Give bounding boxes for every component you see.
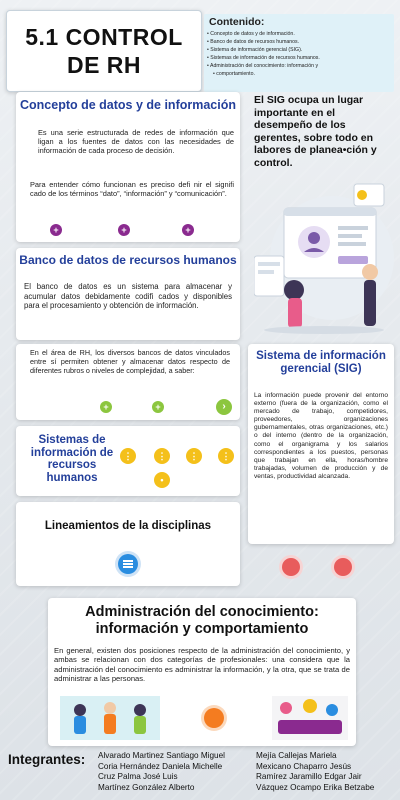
more-dots-icon[interactable]: ⋮ — [154, 448, 170, 464]
member-name: Alvarado Martinez Santiago Miguel — [98, 751, 225, 760]
member-name: Martínez González Alberto — [98, 782, 195, 792]
plus-icon[interactable]: + — [182, 224, 194, 236]
orange-action-button[interactable] — [204, 708, 224, 728]
page-title-line1: 5.1 CONTROL — [25, 24, 183, 50]
member-name: Vázquez Ocampo Erika Betzabe — [256, 782, 375, 792]
area-paragraph: En el área de RH, los diversos bancos de datos vinculados entre sí permiten obtener y almacenar datos respecto de diferentes rubros o niveles de complejidad, a saber: — [30, 348, 230, 375]
chevron-right-icon[interactable]: › — [216, 399, 232, 415]
concepto-title: Concepto de datos y de información — [20, 98, 236, 112]
member-name: Coria Hernández Daniela Michelle — [98, 761, 223, 771]
concepto-paragraph-1: Es una serie estructurada de redes de información que ligan a los fuentes de datos con las necesidades de información de cada proceso de decisión. — [38, 128, 234, 156]
integrantes-label: Integrantes: — [8, 752, 86, 767]
sig-paragraph: La información puede provenir del entorno externo (fuera de la organización, como el mercado de trabajo, competidores, proveedores, organizaciones gubernamentales, otras organizaciones, etc.) o del interno (dentro de la organización, como el organigrama y los salarios correspondientes a los puestos, personas que trabajan en ella, horas/hombre trabajadas, volumen de producción y de ventas, productividad alcanzada. — [254, 392, 388, 480]
contents-item: • Administración del conocimiento: información y — [207, 62, 394, 70]
more-dots-icon[interactable]: • — [154, 472, 170, 488]
more-dots-icon[interactable]: ⋮ — [218, 448, 234, 464]
red-circle-button[interactable] — [334, 558, 352, 576]
banco-card — [16, 248, 240, 340]
admin-paragraph: En general, existen dos posiciones respecto de la administración del conocimiento, y ambas se relacionan con dos categorías de profesionales: una considera que la administración del conocimiento es administrar la información, y la otra, que se trata de administrar a las personas. — [54, 646, 350, 684]
area-card — [16, 344, 240, 420]
lineamientos-card — [16, 502, 240, 586]
integrantes-column-1 — [98, 751, 225, 793]
contents-list — [207, 30, 394, 78]
concepto-card — [16, 92, 240, 242]
banco-title: Banco de datos de recursos humanos — [19, 253, 237, 267]
more-dots-icon[interactable]: ⋮ — [120, 448, 136, 464]
dashboard-illustration — [254, 170, 394, 340]
sig-title: Sistema de información gerencial (SIG) — [256, 350, 386, 375]
menu-icon[interactable] — [118, 554, 138, 574]
banco-paragraph: El banco de datos es un sistema para almacenar y acumular datos debidamente codifi cados y disponibles para el procesamiento y obtención de información. — [24, 282, 232, 311]
integrantes-column-2 — [256, 751, 374, 793]
plus-icon[interactable]: + — [50, 224, 62, 236]
sistemas-card — [16, 426, 240, 496]
member-name: Mexicano Chaparro Jesús — [256, 761, 352, 771]
page-title — [7, 23, 201, 79]
contents-item: • Banco de datos de recursos humanos. — [207, 38, 394, 46]
page-title-line2: DE RH — [66, 52, 142, 78]
contents-box — [204, 14, 394, 92]
contents-heading: Contenido: — [209, 16, 265, 28]
team-illustration-left — [60, 696, 160, 740]
lineamientos-title: Lineamientos de la disciplinas — [44, 520, 212, 532]
member-name: Mejía Callejas Mariela — [256, 751, 337, 760]
sistemas-title: Sistemas de información de recursos humanos — [30, 434, 114, 484]
member-name: Ramírez Jaramillo Edgar Jair — [256, 772, 362, 781]
admin-card — [48, 598, 356, 746]
concepto-paragraph-2: Para entender cómo funcionan es preciso defi nir el signifi cado de los términos “dato”, “información” y “comunicación”. — [30, 180, 234, 199]
red-circle-button[interactable] — [282, 558, 300, 576]
more-dots-icon[interactable]: ⋮ — [186, 448, 202, 464]
sig-quote: El SIG ocupa un lugar importante en el desempeño de los gerentes, sobre todo en labores de planea•ción y control. — [254, 94, 377, 169]
plus-icon[interactable]: + — [100, 401, 112, 413]
contents-item: • Sistemas de información de recursos humanos. — [207, 54, 394, 62]
title-box — [6, 10, 202, 92]
sig-card — [248, 344, 394, 544]
contents-item: • Sistema de información gerencial (SIG). — [207, 46, 394, 54]
team-illustration-right — [272, 696, 348, 740]
plus-icon[interactable]: + — [118, 224, 130, 236]
member-name: Cruz Palma José Luis — [98, 772, 178, 781]
plus-icon[interactable]: + — [152, 401, 164, 413]
contents-item-cont: • comportamiento. — [207, 70, 394, 78]
contents-item: • Concepto de datos y de información. — [207, 30, 394, 38]
admin-title: Administración del conocimiento: información y comportamiento — [85, 604, 319, 637]
